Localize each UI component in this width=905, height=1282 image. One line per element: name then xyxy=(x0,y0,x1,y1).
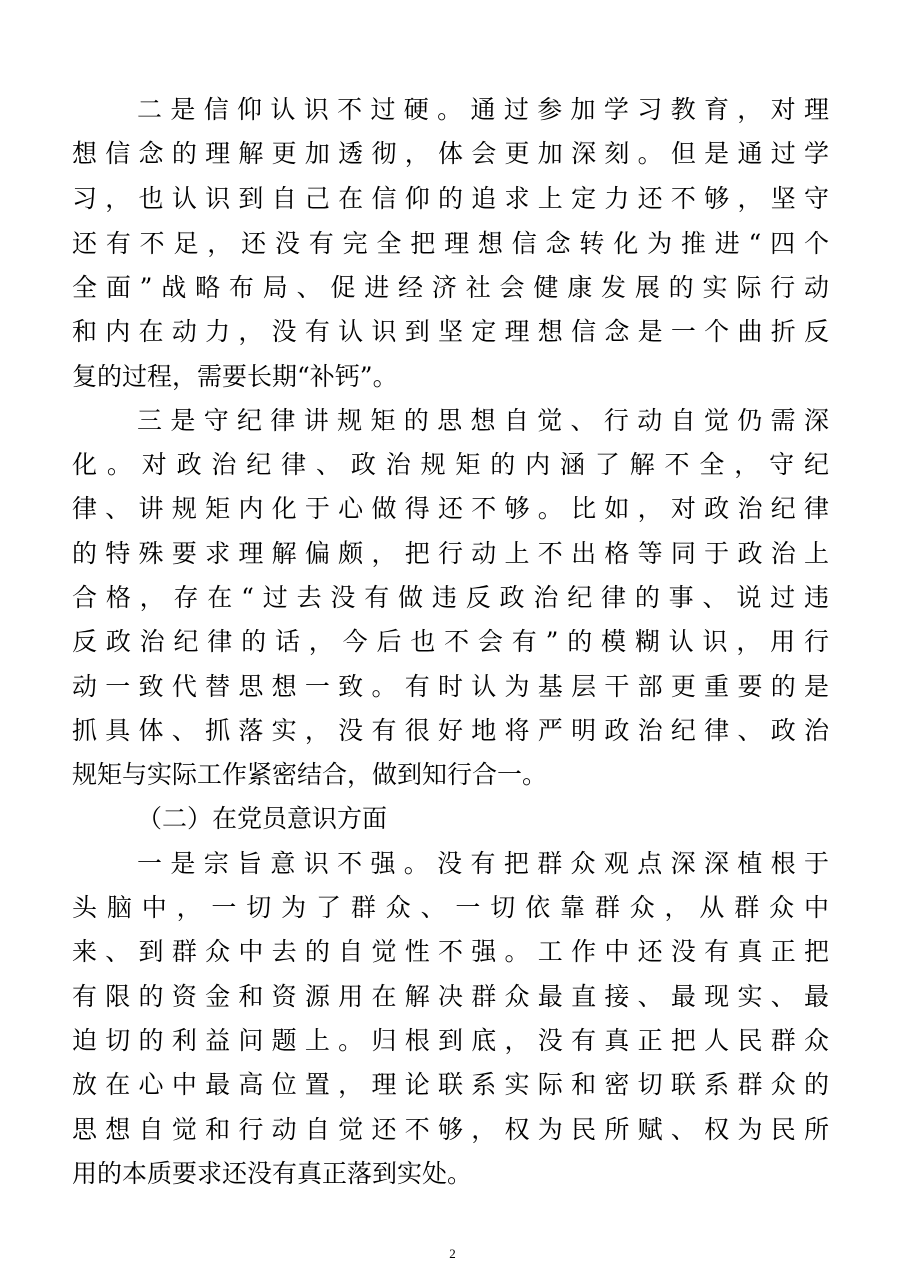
text-line: 合格，存在“过去没有做违反政治纪律的事、说过违 xyxy=(72,583,829,612)
text-line: 反政治纪律的话，今后也不会有”的模糊认识，用行 xyxy=(72,627,829,656)
text-line: 有限的资金和资源用在解决群众最直接、最现实、最 xyxy=(72,982,829,1011)
text-line: 一是宗旨意识不强。没有把群众观点深深植根于 xyxy=(137,849,829,878)
text-line: 和内在动力，没有认识到坚定理想信念是一个曲折反 xyxy=(72,317,829,346)
text-line: 化。对政治纪律、政治规矩的内涵了解不全，守纪 xyxy=(72,450,829,479)
text-line: 来、到群众中去的自觉性不强。工作中还没有真正把 xyxy=(72,937,829,966)
text-line: 头脑中，一切为了群众、一切依靠群众，从群众中 xyxy=(72,893,829,922)
text-line: 习，也认识到自己在信仰的追求上定力还不够，坚守 xyxy=(72,184,829,213)
text-line: 律、讲规矩内化于心做得还不够。比如，对政治纪律 xyxy=(72,494,829,523)
text-line: 抓具体、抓落实，没有很好地将严明政治纪律、政治 xyxy=(72,716,829,745)
text-line: 还有不足，还没有完全把理想信念转化为推进“四个 xyxy=(72,229,829,258)
text-line: 想信念的理解更加透彻，体会更加深刻。但是通过学 xyxy=(72,139,829,168)
section-heading: （二）在党员意识方面 xyxy=(137,804,388,833)
text-line: 规矩与实际工作紧密结合，做到知行合一。 xyxy=(72,760,548,789)
text-line: 全面”战略布局、促进经济社会健康发展的实际行动 xyxy=(72,273,829,302)
text-line: 的特殊要求理解偏颇，把行动上不出格等同于政治上 xyxy=(72,539,829,568)
text-line: 思想自觉和行动自觉还不够，权为民所赋、权为民所 xyxy=(72,1115,829,1144)
text-line: 三是守纪律讲规矩的思想自觉、行动自觉仍需深 xyxy=(137,406,829,435)
text-line: 动一致代替思想一致。有时认为基层干部更重要的是 xyxy=(72,672,829,701)
text-line: 迫切的利益问题上。归根到底，没有真正把人民群众 xyxy=(72,1026,829,1055)
text-line: 放在心中最高位置，理论联系实际和密切联系群众的 xyxy=(72,1070,829,1099)
page-number: 2 xyxy=(449,1246,456,1261)
text-line: 复的过程，需要长期“补钙”。 xyxy=(72,362,398,391)
text-line: 二是信仰认识不过硬。通过参加学习教育，对理 xyxy=(137,95,829,124)
text-line: 用的本质要求还没有真正落到实处。 xyxy=(72,1159,473,1188)
